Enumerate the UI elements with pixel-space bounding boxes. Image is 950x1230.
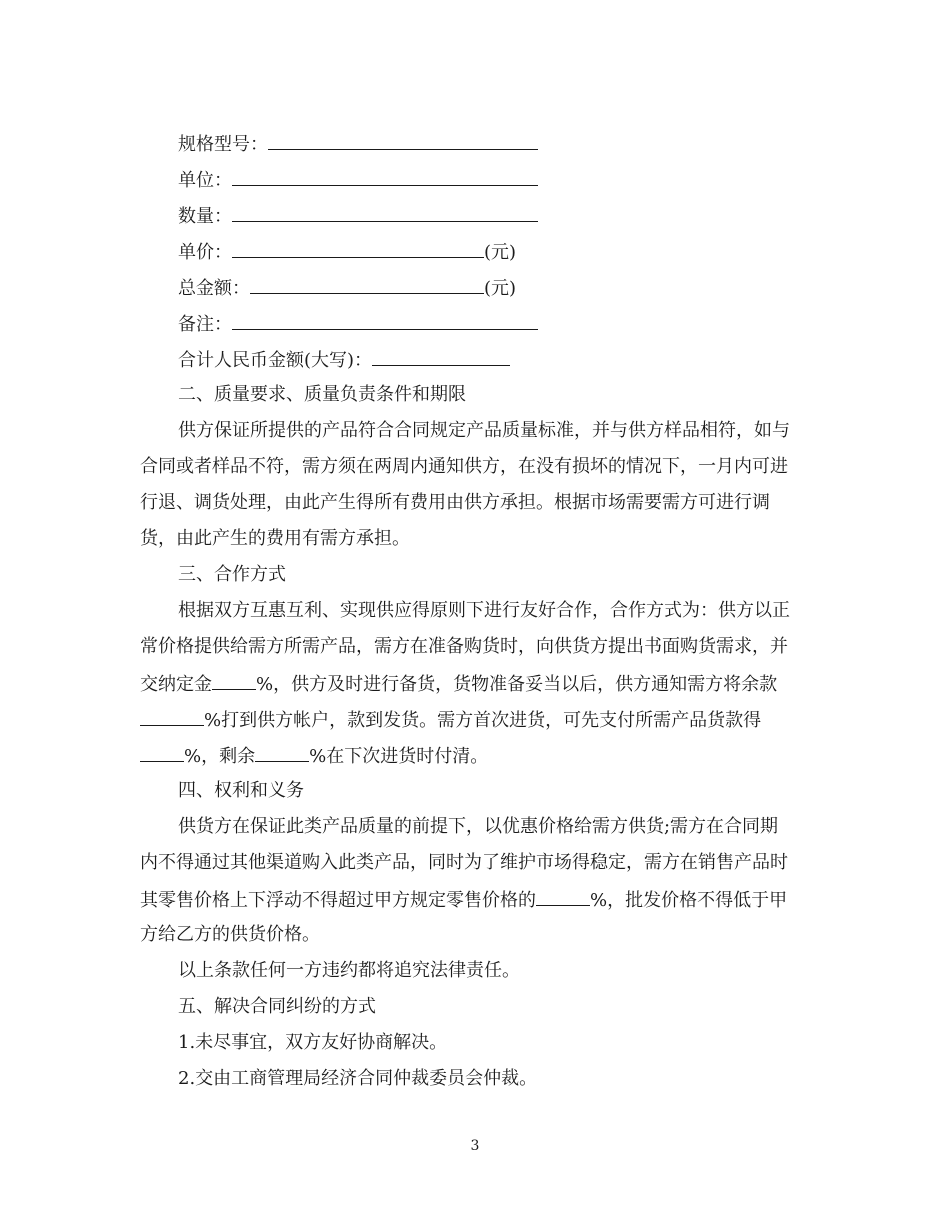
text-segment: 交纳定金 [140,674,212,695]
page-number: 3 [470,1138,480,1154]
field-label: 单价： [178,242,232,263]
fill-blank[interactable] [255,743,309,762]
paragraph-line: 货，由此产生的费用有需方承担。 [140,528,410,549]
paragraph-line: 方给乙方的供货价格。 [140,924,320,945]
text-segment: %在下次进货时付清。 [309,746,489,767]
paragraph-line: 行退、调货处理，由此产生得所有费用由供方承担。根据市场需要需方可进行调 [140,492,770,513]
list-item: 1.未尽事宜，双方友好协商解决。 [178,1032,448,1053]
text-segment: %打到供方帐户，款到发货。需方首次进货，可先支付所需产品货款得 [204,710,762,731]
section-heading: 四、权利和义务 [178,780,304,801]
field-label: 备注： [178,314,232,335]
field-quantity [178,203,538,229]
fill-blank[interactable] [250,275,484,294]
section-heading: 五、解决合同纠纷的方式 [178,996,376,1017]
fill-blank[interactable] [140,707,204,726]
currency-suffix: (元) [484,278,517,299]
fill-blank[interactable] [232,203,538,222]
text-segment: %，批发价格不得低于甲 [590,890,788,911]
text-segment: %，剩余 [184,746,256,767]
fill-blank[interactable] [212,671,256,690]
paragraph-line: 内不得通过其他渠道购入此类产品，同时为了维护市场得稳定，需方在销售产品时 [140,852,788,873]
text-segment: %，供方及时进行备货，货物准备妥当以后，供方通知需方将余款 [256,674,778,695]
field-unit [178,167,538,193]
section-heading: 三、合作方式 [178,564,286,585]
fill-blank[interactable] [268,131,538,150]
paragraph-line [140,707,761,733]
currency-suffix: (元) [484,242,517,263]
paragraph-line: 常价格提供给需方所需产品，需方在准备购货时，向供货方提出书面购货需求，并 [140,636,788,657]
fill-blank[interactable] [372,347,510,366]
paragraph-line: 合同或者样品不符，需方须在两周内通知供方，在没有损坏的情况下，一月内可进 [140,456,788,477]
field-label: 单位： [178,170,232,191]
paragraph-line [140,887,787,913]
section-heading: 二、质量要求、质量负责条件和期限 [178,384,466,405]
paragraph-line: 根据双方互惠互利、实现供应得原则下进行友好合作，合作方式为：供方以正 [178,600,790,621]
fill-blank[interactable] [232,311,538,330]
field-spec-model [178,131,538,157]
paragraph-line [140,743,488,769]
field-total-rmb [178,347,510,373]
field-label: 合计人民币金额(大写)： [178,350,373,371]
paragraph-line: 供货方在保证此类产品质量的前提下，以优惠价格给需方供货;需方在合同期 [178,816,779,837]
field-remarks [178,311,538,337]
paragraph-line [140,671,777,697]
field-label: 规格型号： [178,134,268,155]
fill-blank[interactable] [536,887,590,906]
paragraph-line: 供方保证所提供的产品符合合同规定产品质量标准，并与供方样品相符，如与 [178,420,790,441]
field-total-amount [178,275,516,301]
fill-blank[interactable] [140,743,184,762]
text-segment: 其零售价格上下浮动不得超过甲方规定零售价格的 [140,890,536,911]
field-label: 总金额： [178,278,250,299]
fill-blank[interactable] [232,167,538,186]
field-label: 数量： [178,206,232,227]
fill-blank[interactable] [232,239,484,258]
paragraph-line: 以上条款任何一方违约都将追究法律责任。 [178,960,520,981]
field-unit-price [178,239,516,265]
list-item: 2.交由工商管理局经济合同仲裁委员会仲裁。 [178,1068,538,1089]
